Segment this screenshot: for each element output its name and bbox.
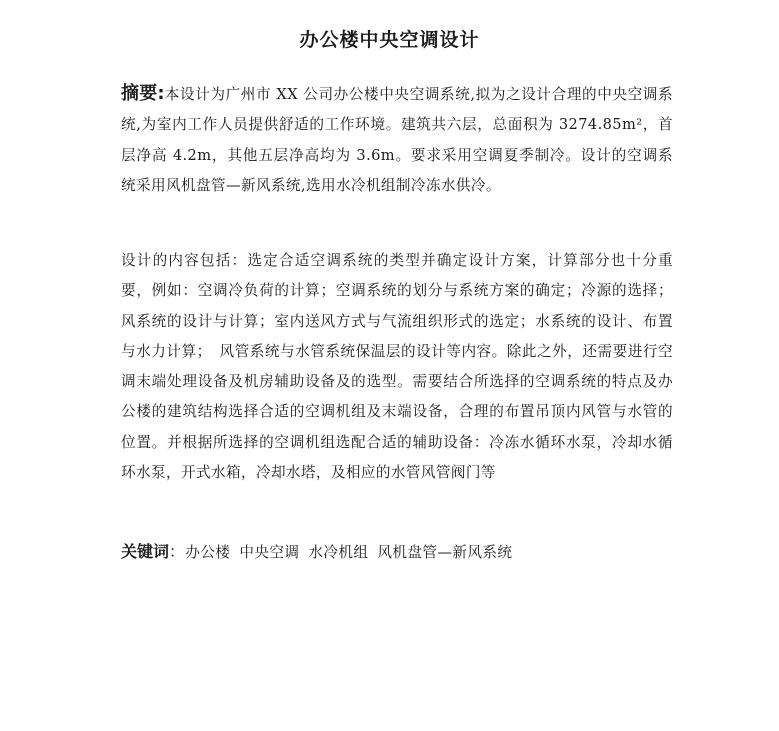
keyword-item: 风机盘管—新风系统 [377,544,513,561]
keyword-item: 中央空调 [239,544,300,561]
abstract-paragraph [121,79,673,201]
keywords-line [121,537,681,568]
keywords-colon: ： [169,542,186,561]
document-title: 办公楼中央空调设计 [299,29,480,51]
abstract-text: 本设计为广州市 XX 公司办公楼中央空调系统,拟为之设计合理的中央空调系统,为室内工作人员提供舒适的工作环境。建筑共六层，总面积为 3274.85m²，首层净高 4.2m，其他五层净高均为 3.6m。要求采用空调夏季制冷。设计的空调系统采用风机盘管—新风系统,选用水冷机组制冷冻水供冷。 [121,86,673,194]
content-text: 设计的内容包括：选定合适空调系统的类型并确定设计方案，计算部分也十分重要，例如：空调冷负荷的计算；空调系统的划分与系统方案的确定；冷源的选择；风系统的设计与计算；室内送风方式与气流组织形式的选定；水系统的设计、布置与水力计算； 风管系统与水管系统保温层的设计等内容。除此之外，还需要进行空调末端处理设备及机房辅助设备及的选型。需要结合所选择的空调系统的特点及办公楼的建筑结构选择合适的空调机组及末端设备，合理的布置吊顶内风管与水管的位置。并根据所选择的空调机组选配合适的辅助设备：冷冻水循环水泵，冷却水循环水泵，开式水箱，冷却水塔，及相应的水管风管阀门等 [121,252,673,482]
content-paragraph [121,246,673,488]
keyword-item: 办公楼 [185,544,231,561]
keywords-label: 关键词 [121,542,170,561]
abstract-label: 摘要: [121,83,165,104]
keyword-item: 水冷机组 [308,544,369,561]
